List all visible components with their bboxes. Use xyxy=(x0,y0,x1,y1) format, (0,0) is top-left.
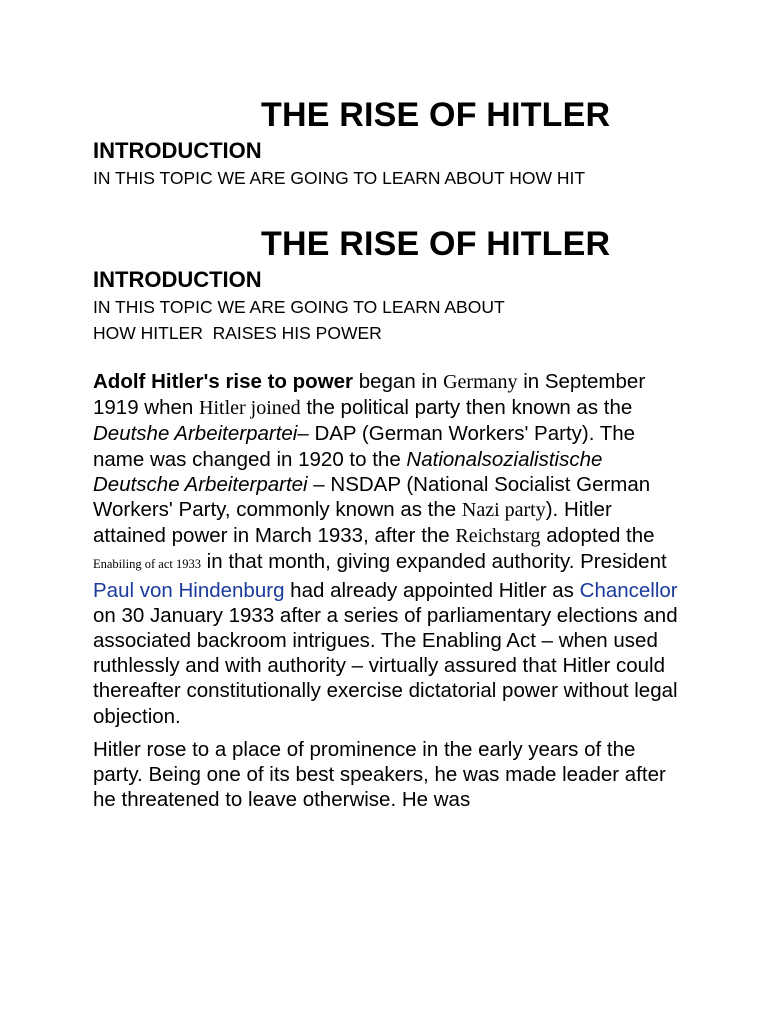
germany-term: Germany xyxy=(443,371,518,393)
intro-text-line2: HOW HITLER RAISES HIS POWER xyxy=(93,323,382,343)
hitler-joined-term: Hitler joined xyxy=(199,397,301,420)
intro-text-line1: IN THIS TOPIC WE ARE GOING TO LEARN ABOUT xyxy=(93,297,505,317)
dap-name: Deutshe Arbeiterpartei xyxy=(93,422,298,446)
intro-text: IN THIS TOPIC WE ARE GOING TO LEARN ABOUT HOW HIT xyxy=(93,168,586,188)
section-heading: INTRODUCTION xyxy=(93,138,262,163)
page-title-repeat: THE RISE OF HITLER xyxy=(261,225,611,263)
reichstag-term: Reichstarg xyxy=(455,525,541,548)
enabling-act-term: Enabiling of act 1933 xyxy=(93,557,201,572)
bold-phrase: Adolf Hitler's rise to power xyxy=(93,370,354,393)
hindenburg-link[interactable]: Paul von Hindenburg xyxy=(93,578,285,602)
page-title: THE RISE OF HITLER xyxy=(261,96,611,134)
body-paragraph-2: Hitler rose to a place of prominence in the early years of the party. Being one of its best speakers, he was made leader after he threatened to leave otherwise. He was xyxy=(93,737,666,812)
chancellor-link[interactable]: Chancellor xyxy=(579,578,678,602)
nazi-party-term: Nazi party xyxy=(461,499,546,522)
nsdap-name: Nationalsozialistische Deutsche Arbeiterpartei xyxy=(93,447,603,496)
body-paragraph-1: Adolf Hitler's rise to power began in Germany in September 1919 when Hitler joined the political party then known as the Deutshe Arbeiterpartei– DAP (German Workers' Party). The name was changed in 1920 to the Nationalsozialistische Deutsche Arbeiterpartei – NSDAP (National Socialist German Workers' Party, commonly known as the Nazi party). Hitler attained power in March 1933, after the Reichstarg adopted the Enabiling of act 1933 in that month, giving expanded authority. President Paul von Hindenburg had already appointed Hitler as Chancellor on 30 January 1933 after a series of parliamentary elections and associated backroom intrigues. The Enabling Act – when used ruthlessly and with authority – virtually assured that Hitler could thereafter constitutionally exercise dictatorial power without legal objection. xyxy=(93,370,678,728)
section-heading-repeat: INTRODUCTION xyxy=(93,267,262,292)
